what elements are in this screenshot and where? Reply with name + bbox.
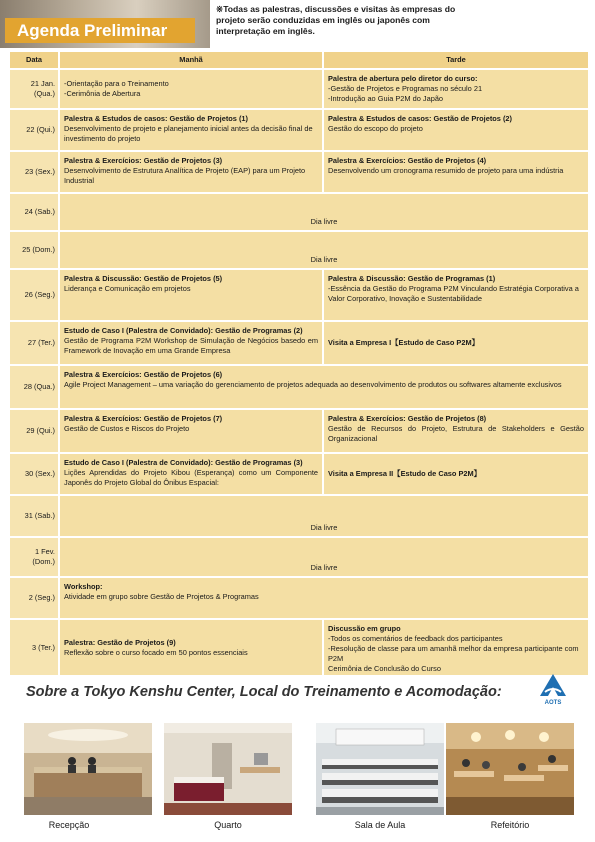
cell-title: Estudo de Caso I (Palestra de Convidado): Gestão de Programas (2): [64, 326, 303, 335]
free-day-cell: Dia livre: [59, 231, 589, 269]
logo-text: AOTS: [544, 700, 562, 706]
cell-line: -Essência da Gestão do Programa P2M Vinculando Estratégia Corporativa a Valor Corporativo, Inovação e Sustentabilidade: [328, 284, 579, 303]
cell-line: Gestão do escopo do projeto: [328, 124, 423, 133]
cell-title: Discussão em grupo: [328, 624, 401, 633]
afternoon-cell: [323, 151, 589, 193]
row-date: [9, 537, 59, 577]
cell-line: Agile Project Management – uma variação do gerenciamento de projetos adequada ao desenvolvimento de produtos ou softwares altamente exclusivos: [64, 380, 562, 389]
room-photo-icon: [164, 723, 292, 815]
page-title: Agenda Preliminar: [5, 18, 195, 43]
col-header-date: Data: [9, 51, 59, 69]
table-row: [9, 269, 589, 321]
photo-caption: Quarto: [214, 820, 242, 830]
morning-cell: [59, 409, 323, 453]
cell-title: Palestra & Estudos de casos: Gestão de Projetos (1): [64, 114, 249, 123]
table-row: [9, 453, 589, 495]
cell-title: Palestra: Gestão de Projetos (9): [64, 637, 176, 647]
morning-cell: [59, 453, 323, 495]
morning-cell: [59, 69, 323, 109]
col-header-morning: Manhã: [59, 51, 323, 69]
free-day-cell: Dia livre: [59, 193, 589, 231]
cell-line: -Orientação para o Treinamento: [64, 79, 169, 88]
row-date: 26 (Seg.): [9, 269, 59, 321]
row-date: 28 (Qua.): [9, 365, 59, 409]
photo-caption: Refeitório: [490, 820, 530, 830]
table-row: [9, 409, 589, 453]
table-row: [9, 231, 589, 269]
cell-line: -Cerimônia de Abertura: [64, 89, 141, 98]
afternoon-cell: [323, 409, 589, 453]
morning-cell: [59, 109, 323, 151]
agenda-table: [8, 50, 590, 677]
table-row: [9, 495, 589, 537]
table-row: [9, 151, 589, 193]
cell-line: Cerimônia de Conclusão do Curso: [328, 664, 441, 673]
cell-line: -Todos os comentários de feedback dos participantes: [328, 634, 503, 643]
full-day-cell: [59, 365, 589, 409]
cafeteria-photo-icon: [446, 723, 574, 815]
section-title: Sobre a Tokyo Kenshu Center, Local do Treinamento e Acomodação:: [26, 684, 502, 700]
cell-title: Palestra & Exercícios: Gestão de Projetos (4): [328, 156, 487, 165]
table-header-row: [9, 51, 589, 69]
row-date: 22 (Qui.): [9, 109, 59, 151]
afternoon-cell: [323, 619, 589, 676]
classroom-photo-icon: [316, 723, 444, 815]
language-note: ※Todas as palestras, discussões e visitas às empresas do projeto serão conduzidas em inglês ou japonês com interpretação em inglês.: [216, 4, 456, 36]
photo-caption: Sala de Aula: [354, 820, 406, 830]
row-date: 23 (Sex.): [9, 151, 59, 193]
table-row: [9, 365, 589, 409]
afternoon-cell: [323, 69, 589, 109]
cell-title: Palestra & Exercícios: Gestão de Projetos (7): [64, 414, 223, 423]
cell-line: Desenvolvendo um cronograma resumido de projeto para uma indústria: [328, 166, 564, 175]
afternoon-cell: [323, 269, 589, 321]
morning-cell: [59, 321, 323, 365]
cell-title: Palestra & Discussão: Gestão de Programas (1): [328, 274, 496, 283]
morning-cell: [59, 619, 323, 676]
cell-title: Visita a Empresa I【Estudo de Caso P2M】: [328, 338, 480, 347]
photo-caption: Recepção: [48, 820, 90, 830]
aots-logo-icon: [536, 672, 570, 706]
row-date: 30 (Sex.): [9, 453, 59, 495]
cell-line: Reflexão sobre o curso focado em 50 pontos essenciais: [64, 647, 248, 657]
cell-title: Palestra & Estudos de casos: Gestão de Projetos (2): [328, 114, 513, 123]
full-day-cell: [59, 577, 589, 619]
afternoon-cell: [323, 321, 589, 365]
row-date: [9, 69, 59, 109]
cell-title: Palestra de abertura pelo diretor do curso:: [328, 74, 478, 83]
free-day-cell: Dia livre: [59, 495, 589, 537]
cell-line: Desenvolvimento de Estrutura Analítica de Projeto (EAP) para um Projeto Industrial: [64, 166, 306, 185]
cell-line: Atividade em grupo sobre Gestão de Projetos & Programas: [64, 592, 259, 601]
table-row: [9, 577, 589, 619]
cell-line: Gestão de Recursos do Projeto, Estrutura de Stakeholders e Gestão Organizacional: [328, 424, 584, 443]
table-row: [9, 619, 589, 676]
row-date: 3 (Ter.): [9, 619, 59, 676]
cell-line: Liderança e Comunicação em projetos: [64, 284, 191, 293]
cell-line: Desenvolvimento de projeto e planejamento inicial antes da decisão final de investimento do projeto: [64, 124, 313, 143]
afternoon-cell: [323, 453, 589, 495]
cell-title: Palestra & Discussão: Gestão de Projetos (5): [64, 274, 223, 283]
cell-title: Palestra & Exercícios: Gestão de Projetos (6): [64, 370, 223, 379]
cell-title: Palestra & Exercícios: Gestão de Projetos (8): [328, 414, 487, 423]
row-date: 2 (Seg.): [9, 577, 59, 619]
table-row: [9, 193, 589, 231]
cell-line: -Resolução de classe para um amanhã melhor da empresa participante com P2M: [328, 644, 579, 663]
date-line: 21 Jan.: [30, 79, 55, 88]
row-date: 27 (Ter.): [9, 321, 59, 365]
cell-line: Gestão de Programa P2M Workshop de Simulação de Negócios basedo em Framework de Inovação em uma Grande Empresa: [64, 336, 318, 355]
free-day-cell: Dia livre: [59, 537, 589, 577]
date-line: (Qua.): [34, 89, 55, 98]
afternoon-cell: [323, 109, 589, 151]
table-row: [9, 69, 589, 109]
row-date: 25 (Dom.): [9, 231, 59, 269]
row-date: 24 (Sab.): [9, 193, 59, 231]
cell-line: -Gestão de Projetos e Programas no século 21: [328, 84, 483, 93]
cell-line: -Introdução ao Guia P2M do Japão: [328, 94, 444, 103]
morning-cell: [59, 269, 323, 321]
date-line: 1 Fev.: [35, 547, 55, 556]
reception-photo-icon: [24, 723, 152, 815]
morning-cell: [59, 151, 323, 193]
cell-title: Visita a Empresa II【Estudo de Caso P2M】: [328, 469, 482, 478]
date-line: (Dom.): [32, 557, 55, 566]
table-row: [9, 109, 589, 151]
cell-title: Palestra & Exercícios: Gestão de Projetos (3): [64, 156, 223, 165]
row-date: 31 (Sab.): [9, 495, 59, 537]
table-row: [9, 321, 589, 365]
cell-title: Workshop:: [64, 582, 103, 591]
cell-line: Lições Aprendidas do Projeto Kibou (Esperança) como um Componente Japonês do Projeto Global do Ônibus Espacial:: [64, 468, 318, 487]
table-row: [9, 537, 589, 577]
cell-title: Estudo de Caso I (Palestra de Convidado): Gestão de Programas (3): [64, 458, 303, 467]
col-header-afternoon: Tarde: [323, 51, 589, 69]
cell-line: Gestão de Custos e Riscos do Projeto: [64, 424, 190, 433]
row-date: 29 (Qui.): [9, 409, 59, 453]
